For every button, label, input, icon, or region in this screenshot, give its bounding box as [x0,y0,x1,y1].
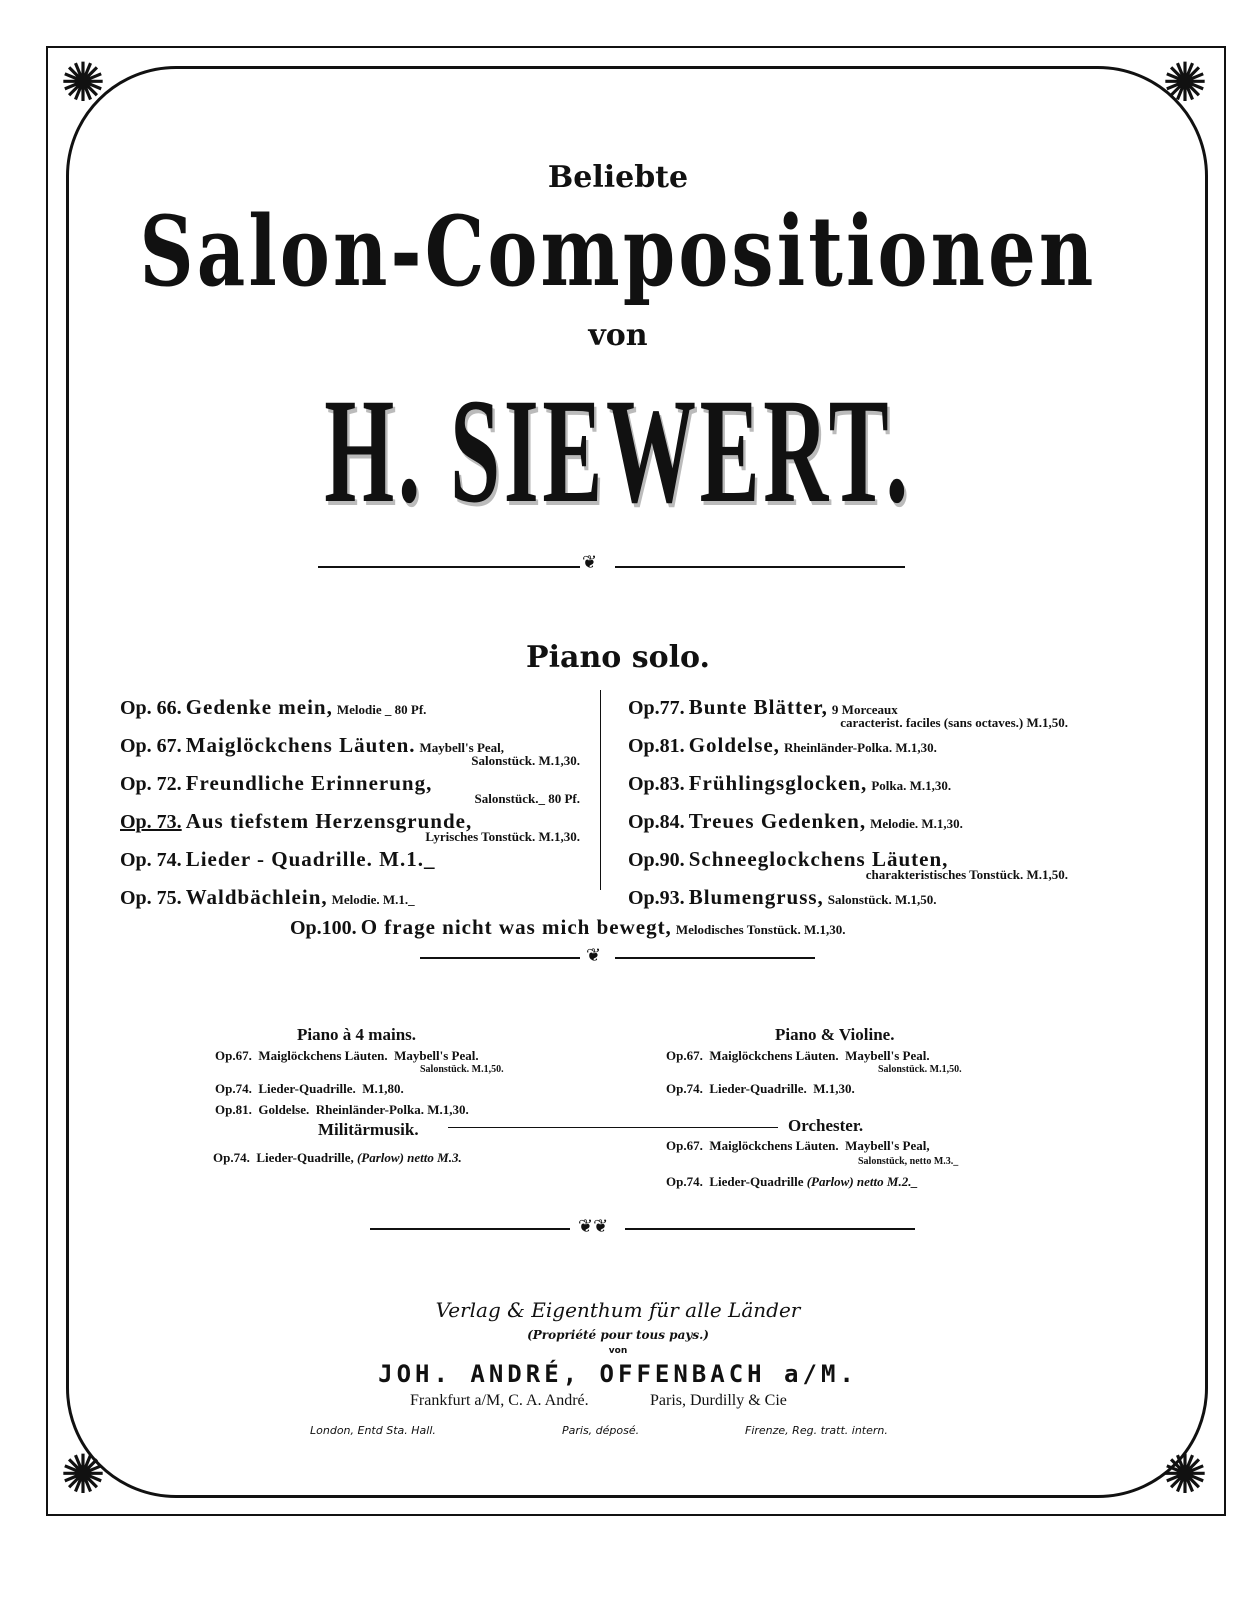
opus: Op. 66. [120,697,182,719]
work-detail: Maybell's Peal. [845,1048,930,1063]
work-title: Maiglöckchens Läuten. [258,1048,388,1063]
work-title: Blumengruss, [688,885,824,909]
work-title: Treues Gedenken, [688,809,867,833]
branch-paris: Paris, Durdilly & Cie [650,1392,787,1409]
work-detail: (Parlow) netto M.2._ [806,1174,918,1189]
work-detail: M.1,30. [813,1081,855,1096]
composer-name: H. SIEWERT. [324,368,912,534]
work-detail: Melodisches Tonstück. M.1,30. [675,922,846,937]
list-item [213,1150,462,1166]
list-item [120,771,580,809]
list-item [120,809,580,847]
divider [615,566,905,568]
work-title: Freundliche Erinnerung, [185,771,433,795]
work-title: Lieder-Quadrille. [709,1081,807,1096]
piano-solo-left [120,695,580,923]
work-title: Lieder - Quadrille. M.1._ [185,847,436,871]
work-detail: Maybell's Peal, [845,1138,930,1153]
piano-solo-right [628,695,1068,923]
ornament-icon: ❦❦ [578,1216,609,1237]
publisher-rights: Verlag & Eigenthum für alle Länder [435,1298,801,1322]
work-title: Lieder-Quadrille. [258,1081,356,1096]
piano-solo-heading: Piano solo. [526,640,710,675]
work-price: Salonstück. M.1,50. [878,1064,962,1075]
work-title: Aus tiefstem Herzensgrunde, [185,809,473,833]
work-detail: M.1,80. [362,1081,404,1096]
work-title: Goldelse, [688,733,780,757]
work-title: Bunte Blätter, [688,695,828,719]
opus: Op. 74. [120,849,182,871]
main-title: Salon-Compositionen [139,195,1097,308]
violin-heading: Piano & Violine. [775,1025,895,1044]
work-detail: Rheinländer-Polka. M.1,30. [315,1102,469,1117]
opus: Op.81. [628,735,685,757]
registration-firenze: Firenze, Reg. tratt. intern. [745,1424,888,1437]
opus: Op.67. [215,1048,252,1063]
work-detail: Salonstück. M.1,50. [827,892,937,907]
work-title: Goldelse. [258,1102,310,1117]
work-detail: Melodie. M.1._ [331,892,415,907]
opus: Op.93. [628,887,685,909]
opus: Op.84. [628,811,685,833]
work-price: Salonstück. M.1,50. [420,1064,504,1075]
list-item [628,733,1068,771]
opus: Op.74. [215,1081,252,1096]
work-detail: (Parlow) netto M.3. [356,1150,462,1165]
publisher-von: von [608,1346,628,1356]
divider [448,1127,778,1128]
publisher-name: JOH. ANDRÉ, OFFENBACH a/M. [378,1360,858,1388]
work-price: Salonstück._ 80 Pf. [474,791,580,806]
opus: Op. 67. [120,735,182,757]
work-price: Lyrisches Tonstück. M.1,30. [425,829,580,844]
work-detail: Maybell's Peal, [419,740,505,755]
branch-frankfurt: Frankfurt a/M, C. A. André. [410,1392,589,1409]
work-detail: Melodie. M.1,30. [870,816,963,831]
list-item [628,695,1068,733]
divider [318,566,580,568]
work-price: caracterist. faciles (sans octaves.) M.1,50. [840,715,1068,730]
work-title: Maiglöckchens Läuten. [709,1048,839,1063]
opus: Op.74. [213,1150,250,1165]
list-item [666,1174,918,1190]
corner-ornament-icon: ✺ [60,51,106,114]
opus: Op.67. [666,1138,703,1153]
work-title: Gedenke mein, [185,695,333,719]
opus: Op.100. [290,917,357,939]
work-detail: Polka. M.1,30. [871,778,952,793]
list-item [215,1102,469,1118]
list-item [120,733,580,771]
corner-ornament-icon: ✺ [1162,51,1208,114]
ornament-icon: ❦ [586,945,602,966]
divider [625,1228,915,1230]
orchestra-heading: Orchester. [788,1116,864,1135]
four-hands-heading: Piano à 4 mains. [297,1025,417,1044]
publisher-rights-fr: (Propriété pour tous pays.) [527,1328,709,1342]
work-title: Maiglöckchens Läuten. [709,1138,839,1153]
list-item [120,695,580,733]
work-title: Lieder-Quadrille, [256,1150,354,1165]
opus: Op.74. [666,1174,703,1189]
work-price: Salonstück, netto M.3._ [858,1156,959,1167]
work-price: charakteristisches Tonstück. M.1,50. [865,867,1068,882]
header-line1: Beliebte [547,160,689,195]
opus: Op.90. [628,849,685,871]
list-item [628,771,1068,809]
opus: Op.81. [215,1102,252,1117]
list-item [666,1138,930,1154]
divider [615,957,815,959]
list-item [628,847,1068,885]
opus: Op.67. [666,1048,703,1063]
military-heading: Militärmusik. [318,1120,419,1139]
work-title: Waldbächlein, [185,885,328,909]
opus: Op. 73. [120,811,182,833]
list-item [628,809,1068,847]
registration-paris: Paris, déposé. [562,1424,640,1437]
work-price: Salonstück. M.1,30. [471,753,580,768]
registration-london: London, Entd Sta. Hall. [310,1424,436,1437]
work-title: O frage nicht was mich bewegt, [360,915,672,939]
list-item [666,1048,930,1064]
work-detail: 9 Morceaux [831,702,898,717]
work-title: Lieder-Quadrille [709,1174,804,1189]
list-item [290,915,846,940]
list-item [120,847,580,885]
ornament-icon: ❦ [582,552,598,573]
work-title: Frühlingsglocken, [688,771,868,795]
opus: Op.74. [666,1081,703,1096]
header-von: von [588,318,648,353]
work-title: Maiglöckchens Läuten. [185,733,416,757]
divider [370,1228,570,1230]
divider [420,957,580,959]
list-item [666,1081,855,1097]
work-title: Schneeglockchens Läuten, [688,847,949,871]
work-detail: Melodie _ 80 Pf. [336,702,427,717]
opus: Op. 75. [120,887,182,909]
list-item [215,1048,479,1064]
work-detail: Rheinländer-Polka. M.1,30. [783,740,937,755]
work-detail: Maybell's Peal. [394,1048,479,1063]
corner-ornament-icon: ✺ [1162,1443,1208,1506]
opus: Op.77. [628,697,685,719]
list-item [215,1081,404,1097]
opus: Op.83. [628,773,685,795]
opus: Op. 72. [120,773,182,795]
column-divider [600,690,601,890]
corner-ornament-icon: ✺ [60,1443,106,1506]
